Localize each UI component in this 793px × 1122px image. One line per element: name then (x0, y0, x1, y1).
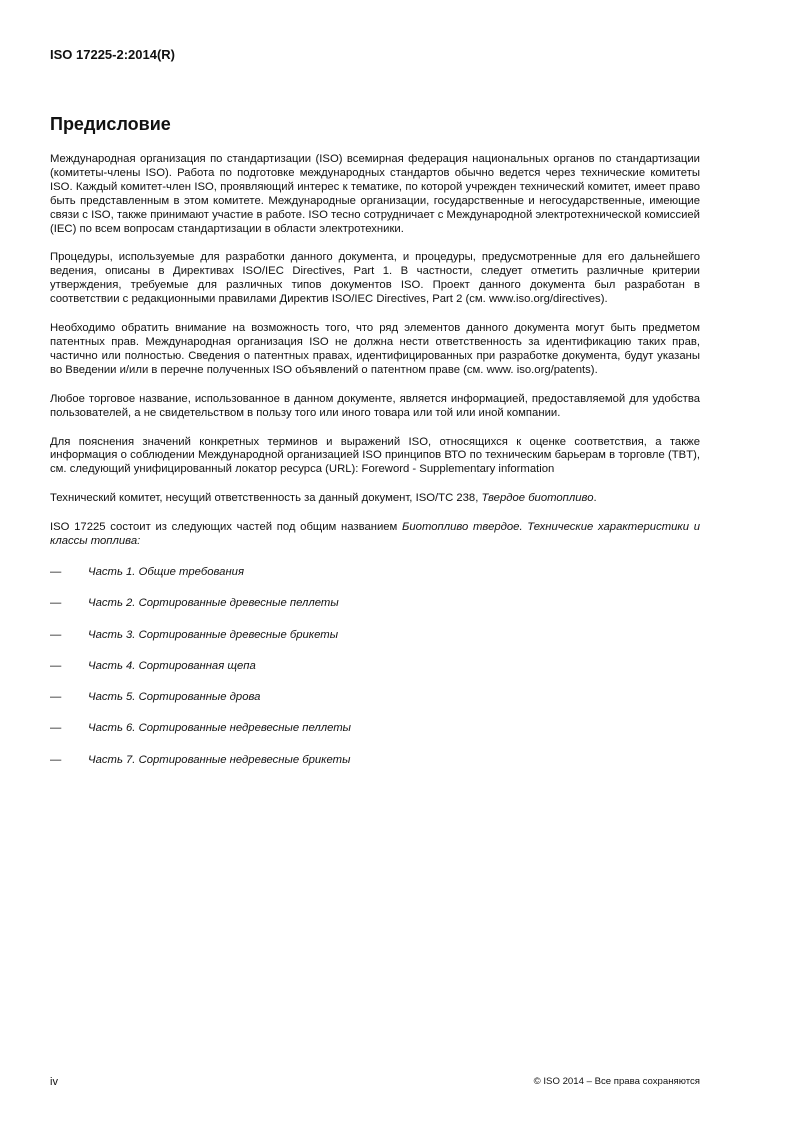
part-title: Часть 1. Общие требования (88, 565, 244, 578)
part-title: Часть 4. Сортированная щепа (88, 659, 256, 672)
paragraph-iso-organization: Международная организация по стандартизации (ISO) всемирная федерация национальных органов по стандартизации (комитеты-члены ISO). Работа по подготовке международных стандартов обычно ведется через технические комитеты ISO. Каждый комитет-член ISO, проявляющий интерес к тематике, по которой учрежден технический комитет, имеет право быть представленным в этом комитете. Международные организации, государственные и негосударственные, имеющие связи с ISO, также принимают участие в работе. ISO тесно сотрудничает с Международной электротехнической комиссией (IEC) по всем вопросам стандартизации в области электротехники. (50, 153, 700, 235)
part-title: Часть 6. Сортированные недревесные пеллеты (88, 722, 351, 735)
parts-intro-text: ISO 17225 состоит из следующих частей под общим названием (50, 521, 403, 534)
list-item (50, 754, 700, 785)
list-item (50, 691, 700, 722)
list-dash: — (50, 722, 62, 735)
list-item (50, 660, 700, 691)
list-dash: — (50, 597, 62, 610)
list-dash: — (50, 659, 62, 672)
list-dash: — (50, 753, 62, 766)
list-dash: — (50, 565, 62, 578)
list-item (50, 597, 700, 628)
paragraph-patents: Необходимо обратить внимание на возможность того, что ряд элементов данного документа могут быть предметом патентных прав. Международная организация ISO не должна нести ответственность за идентификацию таких прав, частично или полностью. Сведения о патентных правах, идентифицированных при разработке документа, будут указаны во Введении и/или в перечне полученных ISO объявлений о патентном праве (см. www. iso.org/patents). (50, 322, 700, 376)
part-title: Часть 2. Сортированные древесные пеллеты (88, 597, 339, 610)
paragraph-trade-names: Любое торговое название, использованное в данном документе, является информацией, предоставляемой для удобства пользователей, а не свидетельством в пользу того или иного товара или той или иной компании. (50, 392, 700, 419)
committee-name: Твердое биотопливо (481, 492, 594, 505)
list-item (50, 722, 700, 753)
part-title: Часть 5. Сортированные дрова (88, 691, 261, 704)
part-title: Часть 7. Сортированные недревесные брикеты (88, 753, 351, 766)
document-id: ISO 17225-2:2014(R) (50, 47, 176, 62)
committee-text: Технический комитет, несущий ответственность за данный документ, ISO/TC 238, (50, 492, 482, 505)
series-title: Биотопливо твердое. Технические характеристики и классы топлива: (50, 521, 701, 548)
page-number: iv (50, 1076, 58, 1088)
paragraph-parts-intro (50, 521, 700, 549)
part-title: Часть 3. Сортированные древесные брикеты (88, 628, 339, 641)
list-item (50, 629, 700, 660)
copyright-notice: © ISO 2014 – Все права сохраняются (533, 1076, 700, 1087)
committee-end: . (593, 492, 597, 505)
parts-list (50, 566, 700, 785)
page-title: Предисловие (50, 114, 171, 134)
paragraph-committee (50, 492, 700, 506)
list-dash: — (50, 628, 62, 641)
list-dash: — (50, 691, 62, 704)
list-item (50, 566, 700, 597)
paragraph-procedures: Процедуры, используемые для разработки данного документа, и процедуры, предусмотренные для его дальнейшего ведения, описаны в Директивах ISO/IEC Directives, Part 1. В частности, следует отметить различные критерии утверждения, требуемые для различных типов документов ISO. Проект данного документа был разработан в соответствии с редакционными правилами Директив ISO/IEC Directives, Part 2 (см. www.iso.org/directives). (50, 251, 700, 306)
paragraph-terms: Для пояснения значений конкретных терминов и выражений ISO, относящихся к оценке соответствия, а также информация о соблюдении Международной организацией ISO принципов ВТО по техническим барьерам в торговле (TBT), см. следующий унифицированный локатор ресурса (URL): Foreword - Supplementary information (50, 435, 700, 476)
foreword-body (50, 153, 700, 785)
